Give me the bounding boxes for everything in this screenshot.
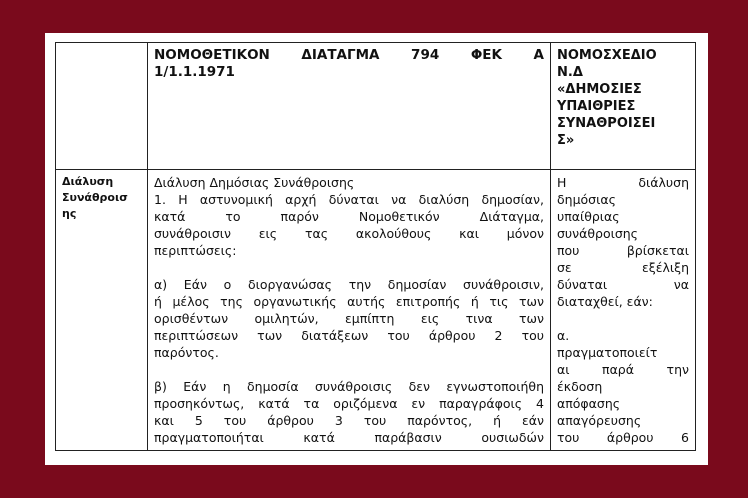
table-row [56, 170, 696, 451]
new-bill-header-line: ΥΠΑΙΘΡΙΕΣ [557, 99, 636, 114]
old-law-line: προσηκόντως, κατά τα οριζόμενα εν παραγράφοις 4 [154, 396, 544, 411]
new-bill-header-line: Ν.Δ [557, 65, 583, 80]
new-bill-line: έκδοση [557, 379, 603, 394]
old-law-line: α) Εάν ο διοργανώσας την δημοσίαν συνάθροισιν, [154, 277, 544, 292]
new-bill-line: α. [557, 328, 570, 343]
old-law-line: περιπτώσεων των διατάξεων του άρθρου 2 του [154, 328, 544, 343]
new-bill-header-line: «ΔΗΜΟΣΙΕΣ [557, 82, 642, 97]
old-law-line: Διάλυση Δημόσιας Συνάθροισης [154, 175, 355, 190]
old-law-line: και 5 του άρθρου 3 του παρόντος, ή εάν [154, 413, 544, 428]
topic-line: Διάλυση [62, 175, 114, 188]
new-bill-line: απόφασης [557, 396, 621, 411]
new-bill-line: δημόσιας [557, 192, 616, 207]
new-bill-line: αι παρά την [557, 362, 689, 377]
topic-line: ης [62, 207, 77, 220]
new-bill-header-line: Σ» [557, 133, 575, 148]
new-bill-line: υπαίθριας [557, 209, 620, 224]
new-bill-header-line: ΣΥΝΑΘΡΟΙΣΕΙ [557, 116, 656, 131]
old-law-line: περιπτώσεις: [154, 243, 237, 258]
new-bill-line: που βρίσκεται [557, 243, 689, 258]
new-bill-header-line: ΝΟΜΟΣΧΕΔΙΟ [557, 48, 657, 63]
old-law-line: β) Εάν η δημοσία συνάθροισις δεν εγνωστοποιήθη [154, 379, 544, 394]
new-bill-line: σε εξέλιξη [557, 260, 689, 275]
table-header-row [56, 43, 696, 170]
old-law-line: ή μέλος της οργανωτικής αυτής επιτροπής ή τις των [154, 294, 544, 309]
topic-line: Συνάθροισ [62, 191, 128, 204]
document-page [45, 33, 708, 465]
new-bill-line: απαγόρευσης [557, 413, 642, 428]
old-law-text-cell [148, 170, 551, 451]
new-bill-line: Η διάλυση [557, 175, 689, 190]
topic-cell [56, 170, 148, 451]
new-bill-text-cell [551, 170, 696, 451]
topic-header-cell [56, 43, 148, 170]
old-law-line: 1. Η αστυνομική αρχή δύναται να διαλύση δημοσίαν, [154, 192, 544, 207]
new-bill-line: δύναται να [557, 277, 689, 292]
old-law-line: παρόντος. [154, 345, 219, 360]
old-law-line: κατά το παρόν Νομοθετικόν Διάταγμα, [154, 209, 544, 224]
new-bill-line: συνάθροισης [557, 226, 639, 241]
old-law-header [148, 43, 551, 170]
new-bill-line: πραγματοποιείτ [557, 345, 658, 360]
old-law-line: ορισθέντων ομιλητών, εμπίπτη εις τινα των [154, 311, 544, 326]
new-bill-header [551, 43, 696, 170]
old-law-line: συνάθροισιν εις τας ακολούθους και μόνον [154, 226, 544, 241]
comparison-table [55, 42, 696, 451]
new-bill-line: διαταχθεί, εάν: [557, 294, 653, 309]
old-law-header-line: ΝΟΜΟΘΕΤΙΚΟΝ ΔΙΑΤΑΓΜΑ 794 ΦΕΚ Α [154, 47, 544, 63]
new-bill-line: του άρθρου 6 [557, 430, 689, 445]
old-law-line: πραγματοποιήται κατά παράβασιν ουσιωδών [154, 430, 544, 445]
old-law-header-line: 1/1.1.1971 [154, 64, 235, 80]
